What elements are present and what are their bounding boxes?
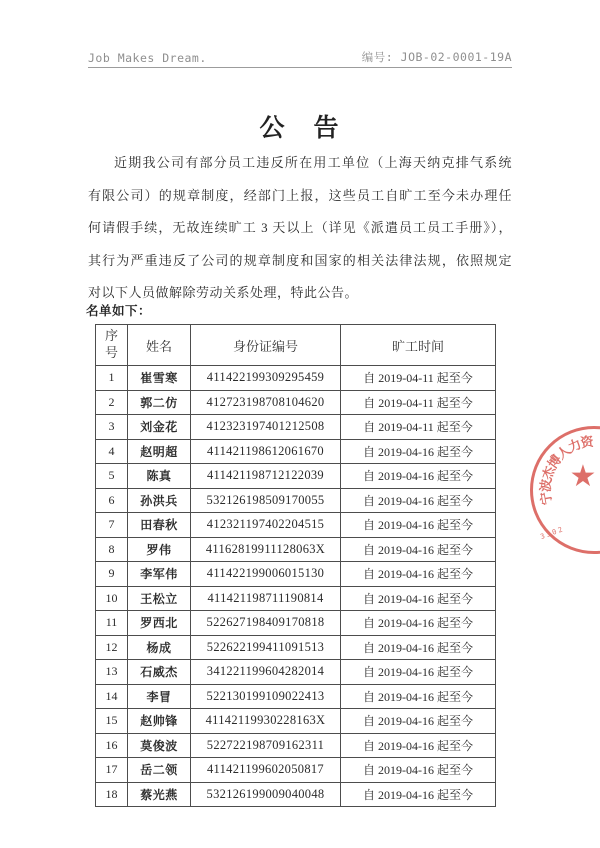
cell-id-number: 341221199604282014 <box>191 660 341 685</box>
table-row <box>96 366 496 391</box>
seal-arc-char: 博 <box>544 451 565 471</box>
cell-seq: 6 <box>96 488 128 513</box>
cell-id-number: 41142119930228163X <box>191 709 341 734</box>
cell-seq: 12 <box>96 635 128 660</box>
cell-absence-period: 自 2019-04-11 起至今 <box>341 390 496 415</box>
column-header <box>191 325 341 366</box>
cell-seq: 7 <box>96 513 128 538</box>
cell-seq: 15 <box>96 709 128 734</box>
column-header-label: 序号 <box>104 328 118 360</box>
cell-absence-period: 自 2019-04-16 起至今 <box>341 758 496 783</box>
doc-header <box>88 45 512 65</box>
cell-id-number: 41162819911128063X <box>191 537 341 562</box>
seal-arc-char: 波 <box>537 478 554 493</box>
table-row <box>96 635 496 660</box>
seal-arc-char: 宁 <box>537 490 555 507</box>
table-row <box>96 537 496 562</box>
cell-name: 田春秋 <box>128 513 191 538</box>
cell-seq: 11 <box>96 611 128 636</box>
cell-name: 李军伟 <box>128 562 191 587</box>
cell-absence-period: 自 2019-04-16 起至今 <box>341 586 496 611</box>
table-row <box>96 709 496 734</box>
table-row <box>96 464 496 489</box>
column-header <box>341 325 496 366</box>
cell-id-number: 411421199602050817 <box>191 758 341 783</box>
cell-absence-period: 自 2019-04-16 起至今 <box>341 684 496 709</box>
cell-id-number: 411421198711190814 <box>191 586 341 611</box>
paragraph-line: 其行为严重违反了公司的规章制度和国家的相关法律法规，依照规定 <box>88 252 512 268</box>
company-seal-stamp <box>530 426 600 554</box>
cell-name: 郭二仿 <box>128 390 191 415</box>
cell-seq: 2 <box>96 390 128 415</box>
paragraph-line: 有限公司）的规章制度，经部门上报，这些员工自旷工至今未办理任 <box>88 187 512 203</box>
table-row <box>96 415 496 440</box>
roster-table-header <box>96 325 496 366</box>
cell-name: 王松立 <box>128 586 191 611</box>
cell-name: 罗西北 <box>128 611 191 636</box>
cell-name: 岳二领 <box>128 758 191 783</box>
doc-number: 编号: JOB-02-0001-19A <box>361 50 512 64</box>
cell-absence-period: 自 2019-04-16 起至今 <box>341 660 496 685</box>
cell-name: 石威杰 <box>128 660 191 685</box>
cell-name: 罗伟 <box>128 537 191 562</box>
table-row <box>96 586 496 611</box>
list-intro: 名单如下： <box>86 304 152 318</box>
table-row <box>96 562 496 587</box>
cell-id-number: 532126199009040048 <box>191 782 341 807</box>
seal-arc-char: 人 <box>553 441 574 462</box>
table-row <box>96 513 496 538</box>
cell-id-number: 522130199109022413 <box>191 684 341 709</box>
cell-absence-period: 自 2019-04-16 起至今 <box>341 635 496 660</box>
cell-name: 李冒 <box>128 684 191 709</box>
cell-id-number: 411421198712122039 <box>191 464 341 489</box>
column-header-label: 旷工时间 <box>391 338 444 354</box>
table-row <box>96 390 496 415</box>
cell-absence-period: 自 2019-04-16 起至今 <box>341 709 496 734</box>
table-row <box>96 611 496 636</box>
seal-code: 3302 <box>539 524 566 542</box>
seal-arc-char: 力 <box>565 435 584 455</box>
table-row <box>96 733 496 758</box>
cell-seq: 5 <box>96 464 128 489</box>
paragraph-line: 近期我公司有部分员工违反所在用工单位（上海天纳克排气系统 <box>114 155 512 170</box>
cell-id-number: 412323197401212508 <box>191 415 341 440</box>
column-header-label: 姓名 <box>145 338 172 354</box>
table-row <box>96 758 496 783</box>
cell-absence-period: 自 2019-04-16 起至今 <box>341 611 496 636</box>
cell-name: 杨成 <box>128 635 191 660</box>
cell-absence-period: 自 2019-04-16 起至今 <box>341 439 496 464</box>
column-header <box>96 325 128 366</box>
cell-seq: 3 <box>96 415 128 440</box>
cell-seq: 13 <box>96 660 128 685</box>
column-header <box>128 325 191 366</box>
cell-seq: 9 <box>96 562 128 587</box>
cell-seq: 4 <box>96 439 128 464</box>
cell-seq: 18 <box>96 782 128 807</box>
header-slogan: Job Makes Dream. <box>88 51 207 65</box>
star-icon: ★ <box>569 460 597 493</box>
cell-id-number: 411422199006015130 <box>191 562 341 587</box>
cell-name: 赵帅锋 <box>128 709 191 734</box>
cell-absence-period: 自 2019-04-16 起至今 <box>341 562 496 587</box>
table-row <box>96 488 496 513</box>
cell-id-number: 532126198509170055 <box>191 488 341 513</box>
seal-arc-char: 资 <box>579 433 595 450</box>
table-row <box>96 782 496 807</box>
paragraph-line: 何请假手续，无故连续旷工 3 天以上（详见《派遣员工员工手册》）， <box>88 220 512 236</box>
cell-id-number: 411422199309295459 <box>191 366 341 391</box>
cell-absence-period: 自 2019-04-16 起至今 <box>341 488 496 513</box>
cell-id-number: 522622199411091513 <box>191 635 341 660</box>
cell-seq: 10 <box>96 586 128 611</box>
cell-absence-period: 自 2019-04-11 起至今 <box>341 415 496 440</box>
cell-absence-period: 自 2019-04-16 起至今 <box>341 464 496 489</box>
cell-id-number: 412321197402204515 <box>191 513 341 538</box>
paragraph-line: 对以下人员做解除劳动关系处理，特此公告。 <box>88 285 359 301</box>
page-title: 公 告 <box>259 115 341 142</box>
cell-name: 刘金花 <box>128 415 191 440</box>
announcement-paragraph <box>88 147 512 310</box>
cell-name: 孙洪兵 <box>128 488 191 513</box>
roster-table <box>95 324 496 807</box>
cell-seq: 1 <box>96 366 128 391</box>
table-row <box>96 684 496 709</box>
cell-name: 赵明超 <box>128 439 191 464</box>
cell-id-number: 522722198709162311 <box>191 733 341 758</box>
cell-id-number: 412723198708104620 <box>191 390 341 415</box>
cell-name: 崔雪寒 <box>128 366 191 391</box>
cell-seq: 14 <box>96 684 128 709</box>
cell-name: 莫俊波 <box>128 733 191 758</box>
cell-seq: 8 <box>96 537 128 562</box>
cell-absence-period: 自 2019-04-16 起至今 <box>341 782 496 807</box>
cell-absence-period: 自 2019-04-16 起至今 <box>341 733 496 758</box>
table-row <box>96 660 496 685</box>
seal-arc-char: 杰 <box>538 464 558 482</box>
header-rule <box>88 67 512 68</box>
cell-seq: 16 <box>96 733 128 758</box>
cell-name: 陈真 <box>128 464 191 489</box>
cell-id-number: 411421198612061670 <box>191 439 341 464</box>
cell-absence-period: 自 2019-04-16 起至今 <box>341 513 496 538</box>
cell-name: 蔡光燕 <box>128 782 191 807</box>
cell-absence-period: 自 2019-04-16 起至今 <box>341 537 496 562</box>
cell-id-number: 522627198409170818 <box>191 611 341 636</box>
cell-seq: 17 <box>96 758 128 783</box>
cell-absence-period: 自 2019-04-11 起至今 <box>341 366 496 391</box>
column-header-label: 身份证编号 <box>232 338 298 354</box>
table-row <box>96 439 496 464</box>
